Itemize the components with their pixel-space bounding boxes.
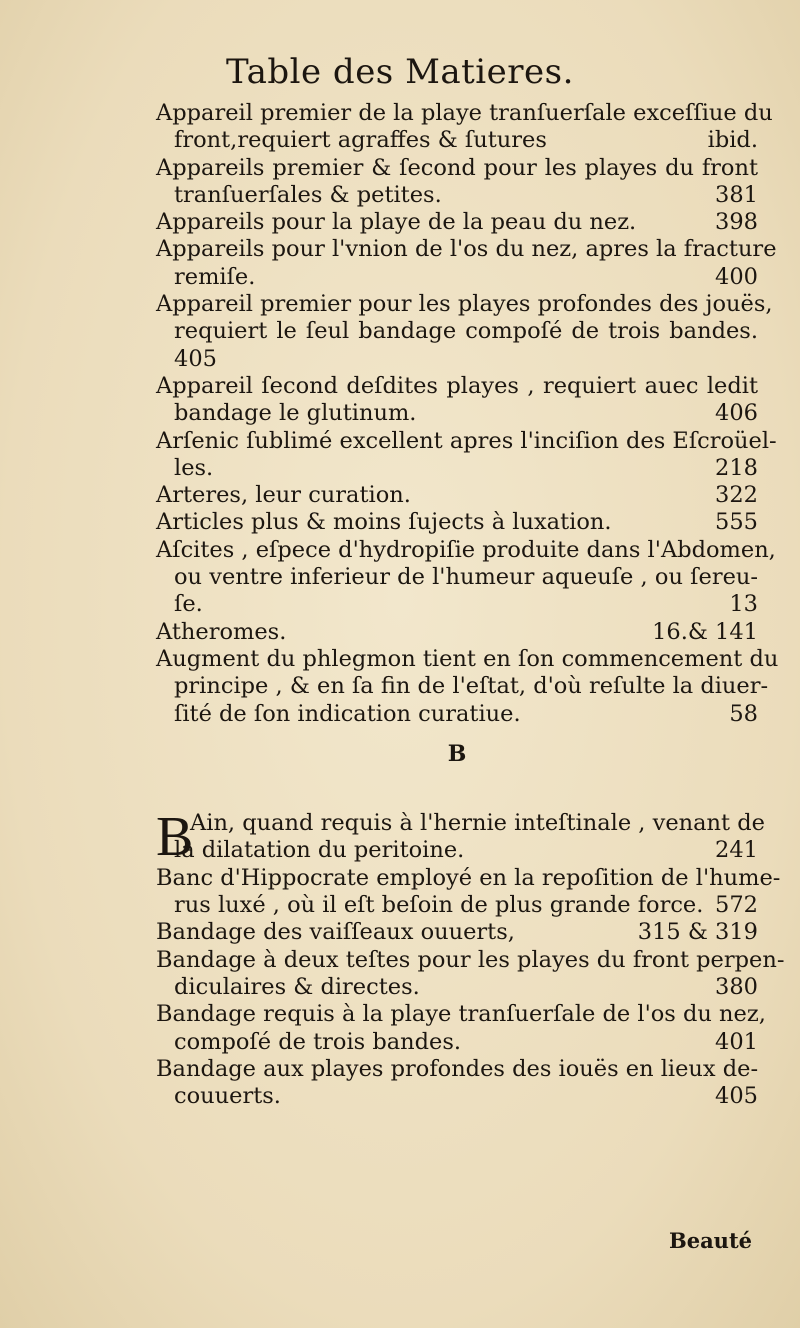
entry-text: diculaires & directes. [174,973,420,1000]
entry-text: Appareils pour l'vnion de l'os du nez, apres la fracture [156,236,777,263]
entry-text: Bandage aux playes profondes des iouës en lieux de- [156,1055,759,1082]
entry-text: Augment du phlegmon tient en ſon commencement du [156,645,779,672]
entry-text: Arſenic ſublimé excellent apres l'inciſion des Eſcroüel- [156,427,777,454]
page-number: 381 [715,181,758,208]
index-section-a [156,100,779,728]
index-entry [156,645,779,728]
index-entry [156,864,781,920]
page-number: 400 [715,263,758,290]
page-number: 406 [715,400,758,427]
page-title: Table des Matieres. [226,52,574,92]
index-entry [156,100,773,155]
entry-text: Arteres, leur curation. [156,482,411,509]
entry-text: Ain, quand requis à l'hernie inteſtinale , venant de [190,810,765,837]
page-number: 58 [729,700,758,727]
page-number: 315 & 319 [637,919,758,946]
entry-text: couuerts. [174,1083,281,1110]
entry-text: Atheromes. [156,618,287,645]
index-entry [156,482,758,509]
entry-text: Appareil premier pour les playes profondes des jouës, [156,291,773,318]
entry-text: ſité de ſon indication curatiue. [174,700,521,727]
entry-text: ou ventre inferieur de l'humeur aqueuſe , ou ſereu- [174,564,758,591]
page-number: 398 [715,209,758,236]
index-entry [156,509,758,536]
entry-text: rus luxé , où il eſt beſoin de plus grande force. [174,892,704,919]
entry-text: les. [174,454,214,481]
entry-text: front,requiert agraffes & ſutures [174,127,547,154]
entry-text: Appareils pour la playe de la peau du nez. [156,209,637,236]
entry-text: Aſcites , eſpece d'hydropiſie produite dans l'Abdomen, [156,536,776,563]
page-number: 401 [715,1028,758,1055]
page-number: 555 [715,509,758,536]
entry-text: Appareils premier & ſecond pour les playes du front [156,154,758,181]
entry-text: Bandage requis à la playe tranſuerſale de l'os du nez, [156,1001,766,1028]
index-entry [156,373,758,428]
drop-cap: B [156,806,194,869]
entry-text: remiſe. [174,263,256,290]
entry-text: requiert le ſeul bandage compoſé de trois bandes. [174,318,758,345]
index-entry [156,619,758,646]
index-entry [156,1001,766,1056]
page-number: 380 [715,973,758,1000]
index-content [156,100,785,1110]
entry-text: ſe. [174,591,203,618]
index-entry [156,919,758,946]
entry-text: principe , & en ſa fin de l'eſtat, d'où reſulte la diuer- [174,673,769,700]
index-entry [156,1056,758,1111]
index-entry [156,209,758,236]
index-entry [156,806,765,869]
page-number: 13 [729,591,758,618]
page-number: 572 [715,892,758,919]
index-entry [156,946,785,1002]
page-number: 405 [715,1083,758,1110]
entry-text: tranſuerſales & petites. [174,181,442,208]
entry-text: bandage le glutinum. [174,400,417,427]
entry-text: Bandage des vaiſſeaux ouuerts, [156,919,515,946]
page-number: 322 [715,482,758,509]
entry-text: la dilatation du peritoine. [174,837,465,864]
index-entry [156,291,773,373]
entry-text: Bandage à deux teſtes pour les playes du front perpen- [156,946,785,973]
index-entry [156,536,776,619]
page-number: 16.& 141 [652,618,758,645]
section-letter-b: B [447,740,467,767]
catchword: Beauté [668,1228,752,1253]
entry-text: compoſé de trois bandes. [174,1028,462,1055]
entry-text: Appareil premier de la playe tranſuerſale exceſſiue du [156,100,773,126]
index-section-b [156,806,785,1110]
page-number: 241 [715,837,758,864]
index-entry [156,427,777,483]
index-entry [156,155,758,210]
page-number: ibid. [707,127,758,154]
page-number: 218 [715,454,758,481]
entry-text: Banc d'Hippocrate employé en la repoſition de l'hume- [156,864,781,891]
index-entry [156,236,777,291]
entry-text: Articles plus & moins ſujects à luxation. [156,509,612,536]
entry-text: 405 [174,345,217,372]
entry-text: Appareil ſecond deſdites playes , requiert auec ledit [156,372,758,399]
